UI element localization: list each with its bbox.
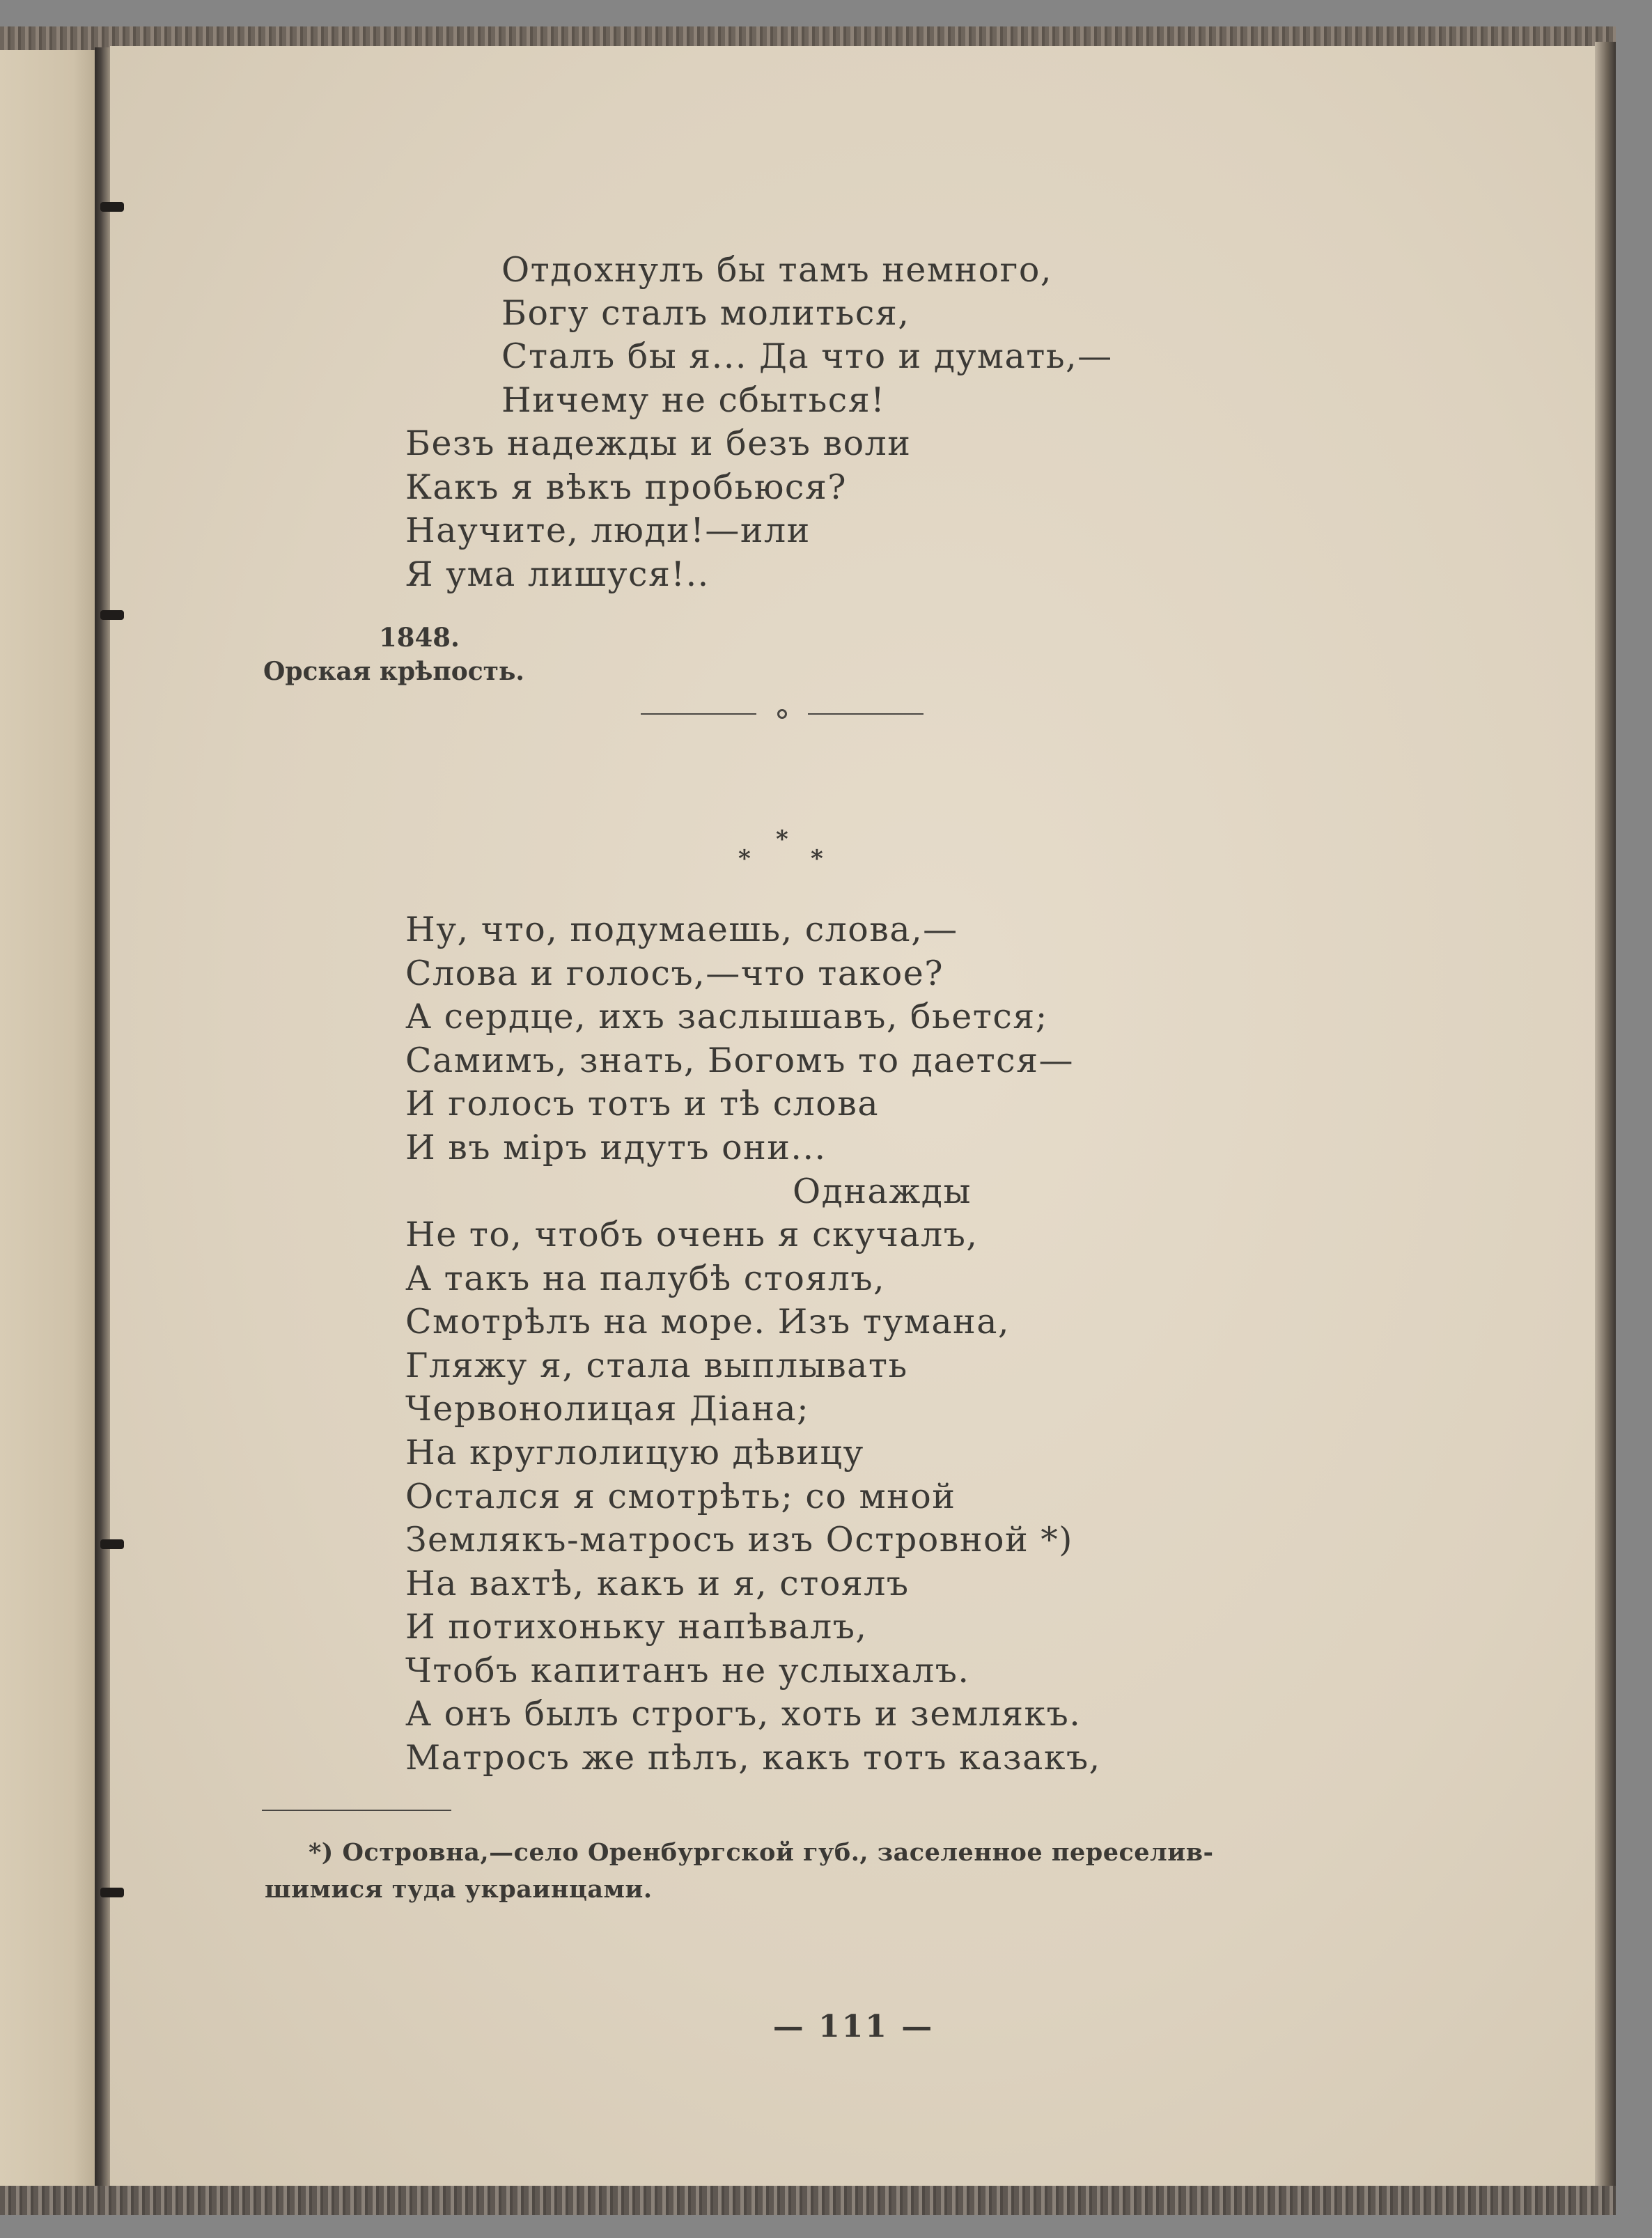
binding-tab (100, 1888, 124, 1897)
poem-line: На круглолицую дѣвицу (405, 1433, 864, 1472)
poem-line: Отдохнулъ бы тамъ немного, (501, 250, 1052, 290)
poem-line: И потихоньку напѣвалъ, (405, 1607, 868, 1647)
poem-line: А такъ на палубѣ стоялъ, (405, 1259, 886, 1298)
poem-line: Научите, люди!—или (405, 511, 811, 550)
poem-line: Самимъ, знать, Богомъ то дается— (405, 1041, 1075, 1080)
binding-tab (100, 1539, 124, 1549)
left-page-edge (0, 47, 104, 2193)
poem-line: Смотрѣлъ на море. Изъ тумана, (405, 1302, 1011, 1342)
poem-line: А онъ былъ строгъ, хоть и землякъ. (405, 1694, 1082, 1734)
poem-line: Червонолицая Діана; (405, 1389, 810, 1429)
poem-line: Я ума лишуся!.. (405, 554, 710, 594)
poem-line: Безъ надежды и безъ воли (405, 423, 912, 463)
stanza-2 (110, 46, 1597, 1857)
poem-line: Землякъ-матросъ изъ Островной *) (405, 1520, 1073, 1560)
book-bottom-edge (0, 2186, 1616, 2215)
asterism-top: * (776, 825, 788, 853)
poem-line: Ну, что, подумаешь, слова,— (405, 910, 958, 949)
binding-tab (100, 202, 124, 212)
poem-line: Не то, чтобъ очень я скучалъ, (405, 1215, 979, 1254)
footnote-line-1: *) Островна,—село Оренбургской губ., заселенное переселив- (309, 1838, 1214, 1867)
poem-date: 1848. (379, 622, 460, 653)
binding-tab (100, 610, 124, 620)
poem-line: Гляжу я, стала выплывать (405, 1346, 908, 1385)
poem-line: Однажды (793, 1172, 972, 1211)
book-right-edge (1595, 42, 1616, 2201)
poem-line: Какъ я вѣкъ пробьюся? (405, 467, 847, 507)
poem-line: Ничему не сбыться! (501, 380, 886, 420)
asterism-right: * (811, 845, 823, 873)
poem-line: Матросъ же пѣлъ, какъ тотъ казакъ, (405, 1738, 1101, 1778)
book-spine (95, 47, 110, 2193)
footnote-rule (262, 1810, 451, 1811)
poem-line: И голосъ тотъ и тѣ слова (405, 1084, 880, 1124)
footnote-line-2: шимися туда украинцами. (265, 1875, 653, 1904)
poem-line: И въ міръ идутъ они... (405, 1128, 827, 1167)
book-page (110, 46, 1597, 2190)
poem-line: Чтобъ капитанъ не услыхалъ. (405, 1651, 970, 1691)
poem-line: А сердце, ихъ заслышавъ, бьется; (405, 997, 1048, 1036)
poem-line: Сталъ бы я... Да что и думать,— (501, 336, 1113, 376)
poem-place: Орская крѣпость. (263, 657, 524, 686)
poem-line: На вахтѣ, какъ и я, стоялъ (405, 1564, 910, 1603)
poem-line: Остался я смотрѣть; со мной (405, 1477, 956, 1516)
page-number: — 111 — (772, 2009, 935, 2044)
poem-line: Слова и голосъ,—что такое? (405, 954, 944, 993)
asterism-left: * (738, 845, 751, 873)
poem-line: Богу сталъ молиться, (501, 293, 910, 333)
